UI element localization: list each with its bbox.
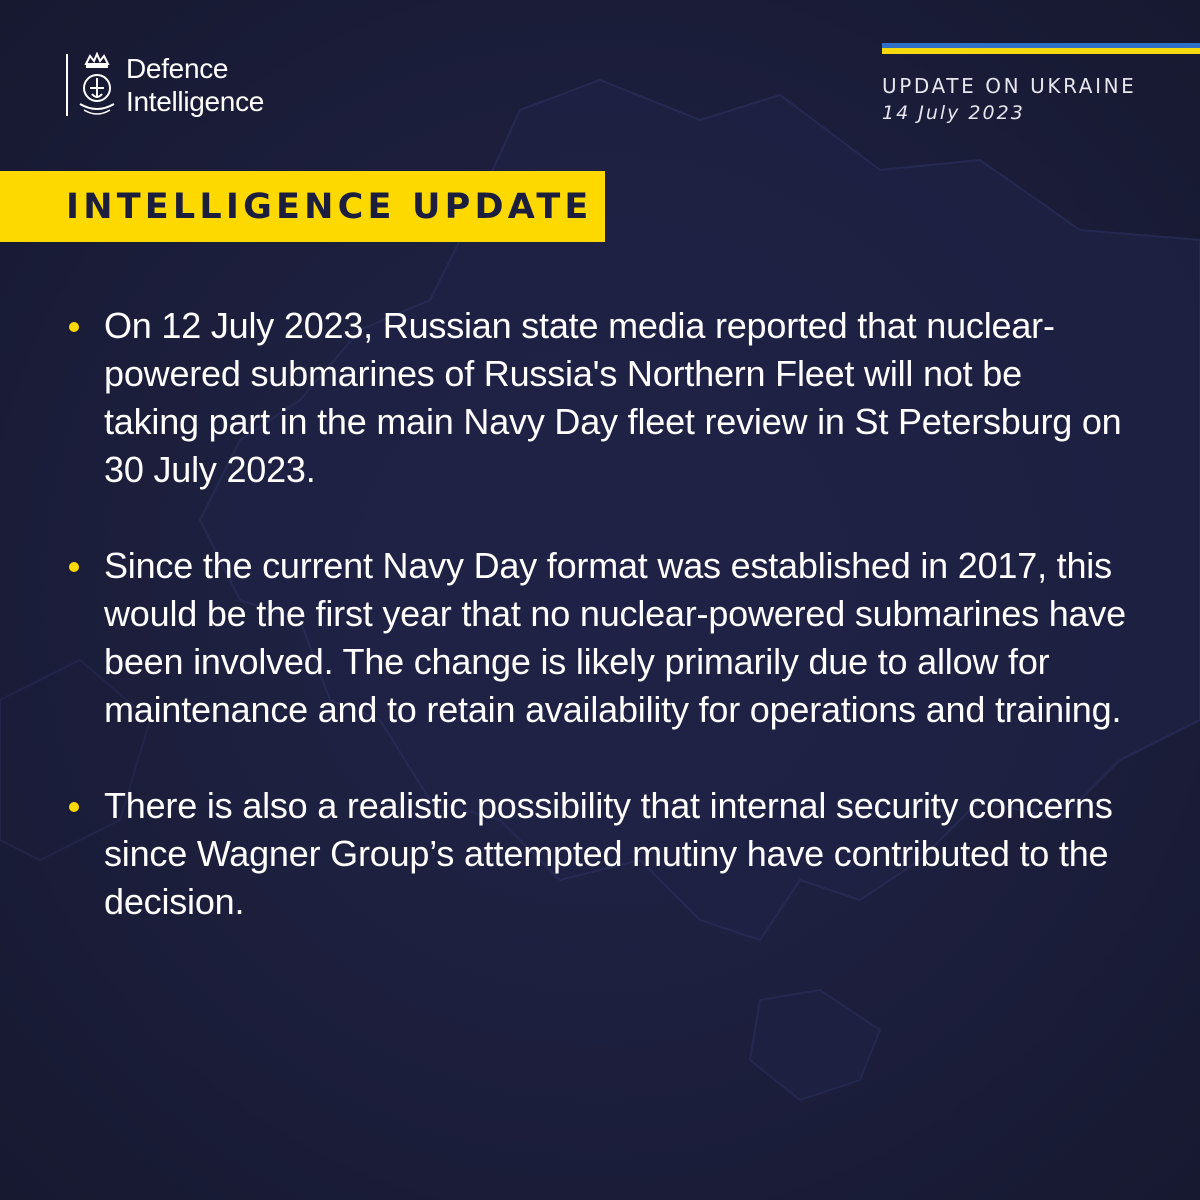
bullet-item (66, 782, 1126, 926)
defence-intelligence-logo (66, 52, 264, 118)
bullet-text: Since the current Navy Day format was established in 2017, this would be the first year that no nuclear-powered submarines have been involved. The change is likely primarily due to allow for maintenance and to retain availability for operations and training. (104, 545, 1126, 730)
intelligence-update-banner (0, 171, 605, 242)
logo-divider (66, 54, 68, 116)
bullet-item (66, 542, 1126, 734)
bullet-item (66, 302, 1126, 494)
bullet-text: There is also a realistic possibility that internal security concerns since Wagner Group’s attempted mutiny have contributed to the decision. (104, 785, 1113, 922)
bullet-list (66, 302, 1126, 974)
logo-line-1: Defence (126, 53, 229, 84)
bullet-text: On 12 July 2023, Russian state media reported that nuclear-powered submarines of Russia's Northern Fleet will not be taking part in the main Navy Day fleet review in St Petersburg on 30 July 2023. (104, 305, 1122, 490)
bullet-dot-icon (69, 562, 79, 572)
banner-label: INTELLIGENCE UPDATE (66, 186, 593, 227)
ukraine-flag-stripe (882, 43, 1200, 54)
logo-wordmark (126, 52, 264, 118)
update-title: UPDATE ON UKRAINE (882, 74, 1137, 98)
bullet-dot-icon (69, 802, 79, 812)
logo-line-2: Intelligence (126, 86, 265, 117)
defence-intelligence-crest-icon (76, 52, 118, 118)
flag-yellow-band (882, 48, 1200, 54)
update-date: 14 July 2023 (882, 102, 1025, 124)
bullet-dot-icon (69, 322, 79, 332)
